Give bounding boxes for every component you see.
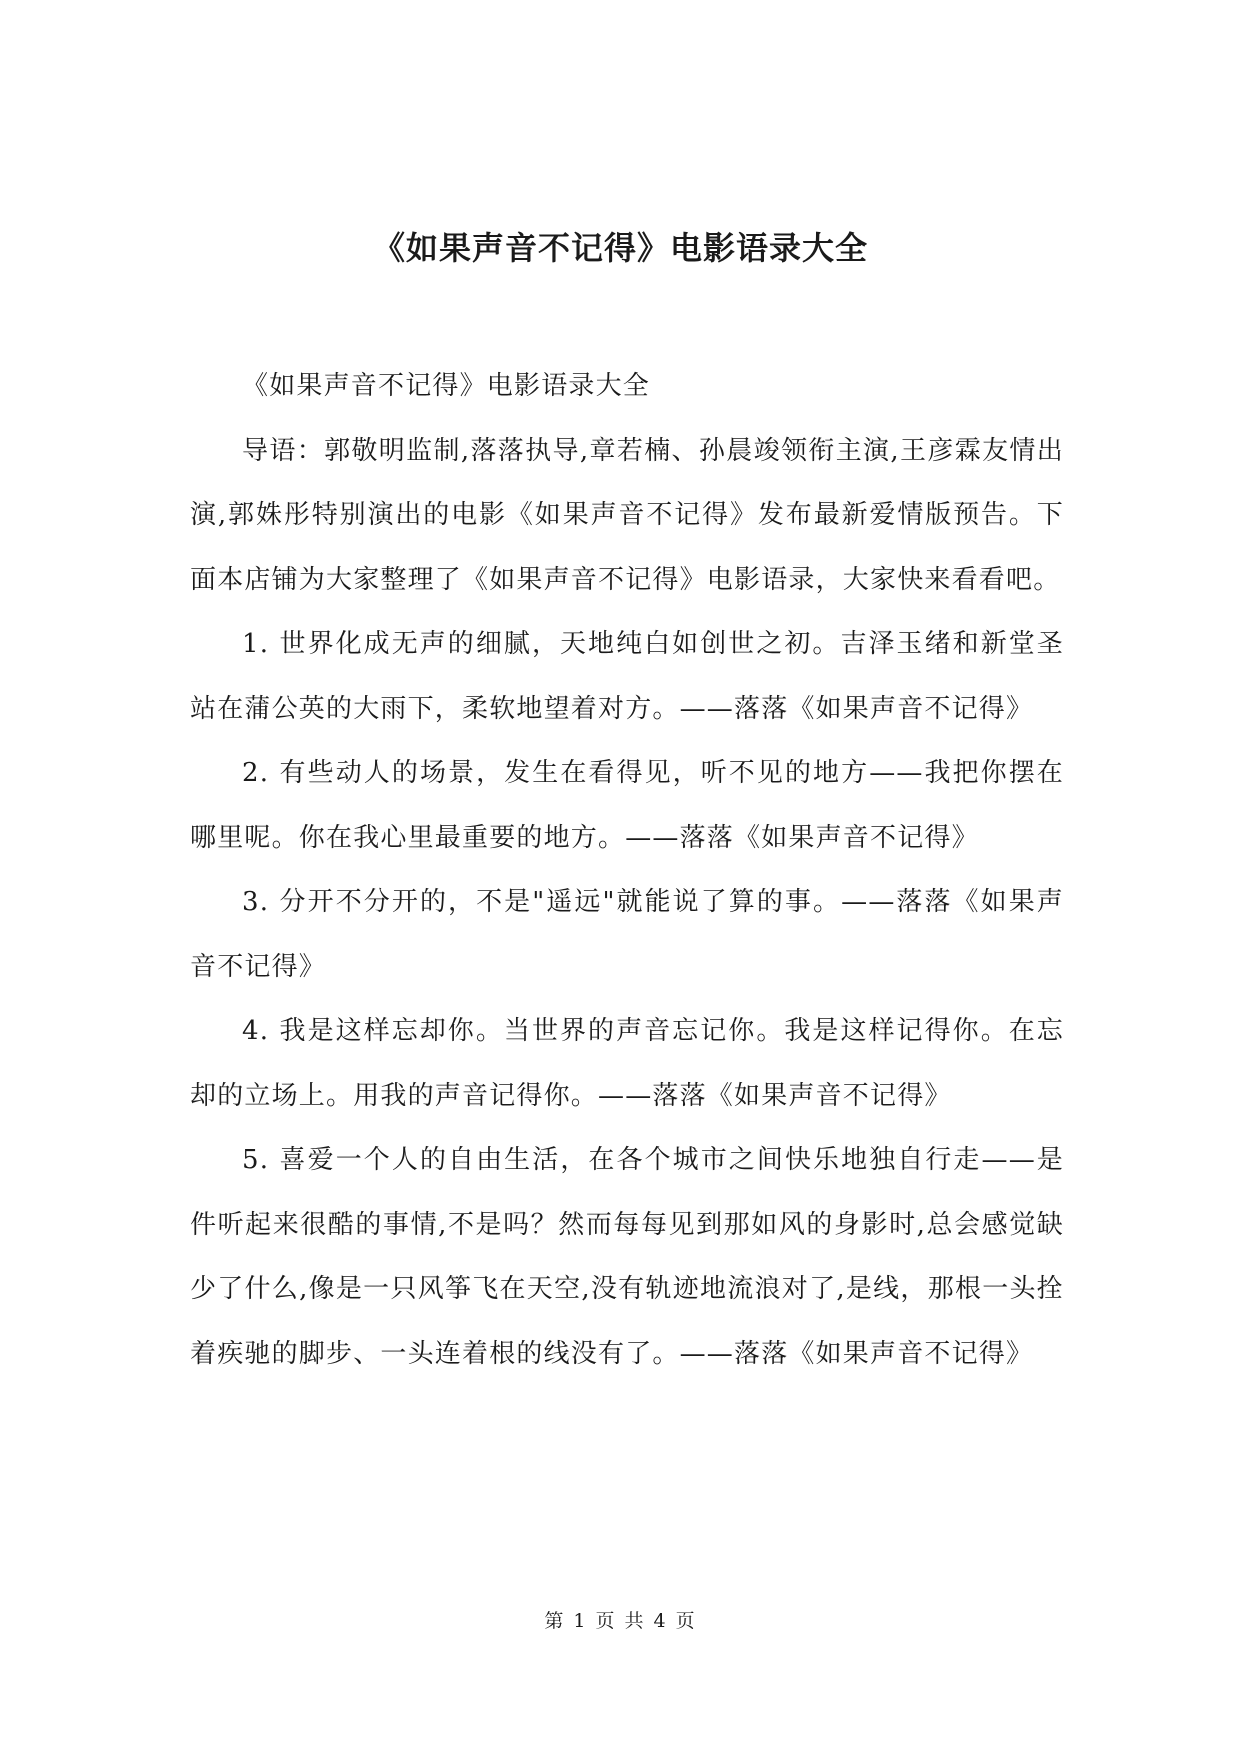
quote-item: 3. 分开不分开的，不是"遥远"就能说了算的事。——落落《如果声音不记得》 bbox=[190, 887, 1064, 982]
document-body bbox=[190, 354, 1064, 1386]
quote-item: 5. 喜爱一个人的自由生活，在各个城市之间快乐地独自行走——是件听起来很酷的事情,不是吗？然而每每见到那如风的身影时,总会感觉缺少了什么,像是一只风筝飞在天空,没有轨迹地流浪对了,是线，那根一头拴着疾驰的脚步、一头连着根的线没有了。——落落《如果声音不记得》 bbox=[190, 1145, 1064, 1369]
quote-item: 1. 世界化成无声的细腻，天地纯白如创世之初。吉泽玉绪和新堂圣站在蒲公英的大雨下，柔软地望着对方。——落落《如果声音不记得》 bbox=[190, 629, 1064, 724]
page-number-footer: 第 1 页 共 4 页 bbox=[544, 1610, 697, 1632]
quote-item: 2. 有些动人的场景，发生在看得见，听不见的地方——我把你摆在哪里呢。你在我心里最重要的地方。——落落《如果声音不记得》 bbox=[190, 758, 1064, 853]
paragraph-subtitle: 《如果声音不记得》电影语录大全 bbox=[242, 371, 651, 401]
quote-item: 4. 我是这样忘却你。当世界的声音忘记你。我是这样记得你。在忘却的立场上。用我的声音记得你。——落落《如果声音不记得》 bbox=[190, 1016, 1064, 1111]
document-title: 《如果声音不记得》电影语录大全 bbox=[372, 229, 868, 267]
paragraph-intro: 导语：郭敬明监制,落落执导,章若楠、孙晨竣领衔主演,王彦霖友情出演,郭姝彤特别演出的电影《如果声音不记得》发布最新爱情版预告。下面本店铺为大家整理了《如果声音不记得》电影语录，大家快来看看吧。 bbox=[190, 435, 1064, 595]
